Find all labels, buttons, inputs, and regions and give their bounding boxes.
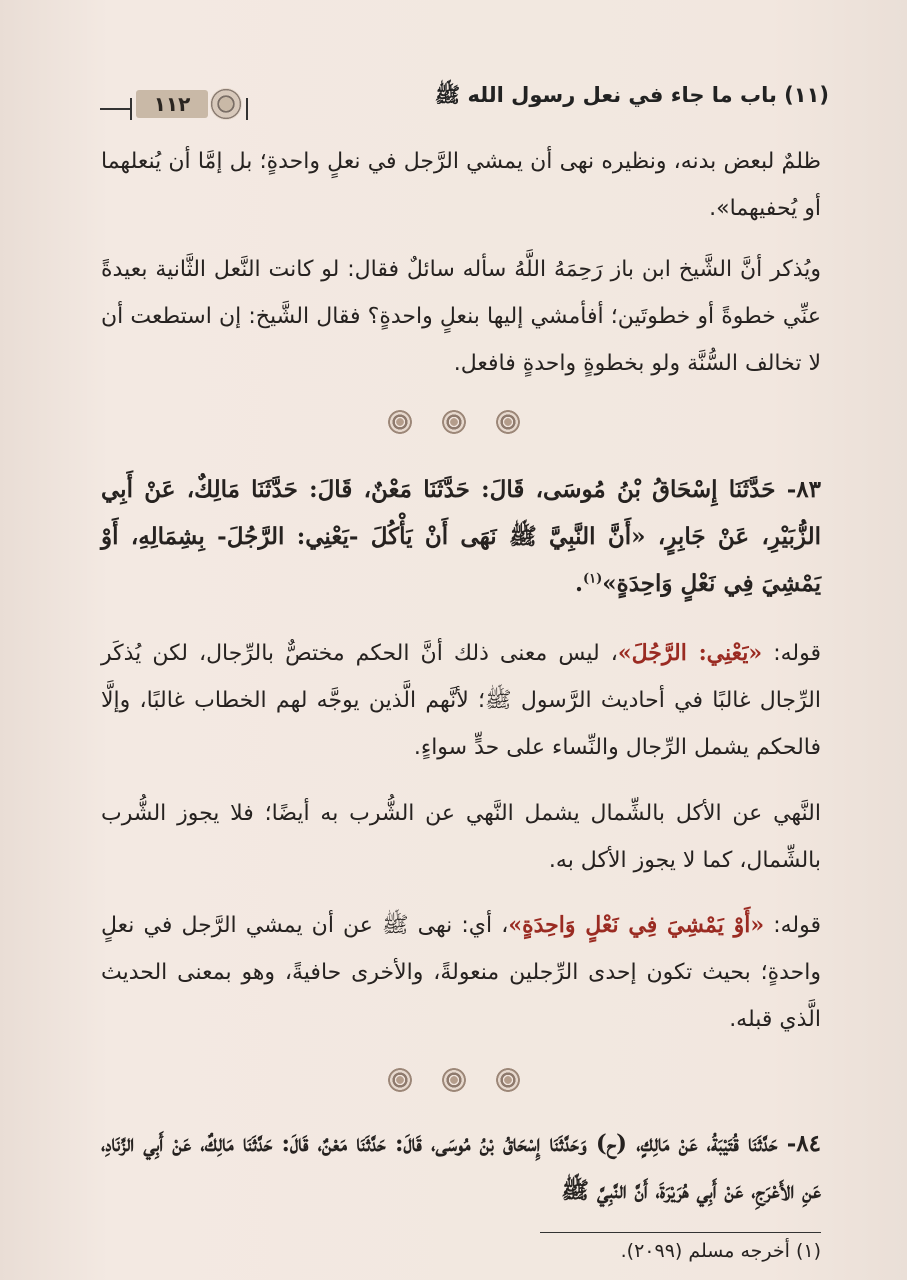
rosette-icon bbox=[210, 88, 242, 120]
paragraph-2: ويُذكر أنَّ الشَّيخ ابن باز رَحِمَهُ اللَّهُ سأله سائلٌ فقال: لو كانت النَّعل الثَّانية بعيدةً عنِّي خطوةً أو خطوتَين؛ أفأمشي إليها بنعلٍ واحدةٍ؟ فقال الشَّيخ: إن استطعت أن لا تخالف السُّنَّة ولو بخطوةٍ واحدةٍ فافعل. bbox=[101, 257, 821, 376]
footnote-ref: (١) bbox=[583, 571, 603, 587]
header-rule bbox=[100, 108, 130, 110]
hadith-84: ٨٤- حَدَّثَنَا قُتَيْبَةُ، عَنْ مَالِكٍ، (ح) وَحَدَّثَنَا إِسْحَاقُ بْنُ مُوسَى، قَالَ: حَدَّثَنَا مَعْنٌ، قَالَ: حَدَّثَنَا مَالِكٌ، عَنْ أَبِي الزِّنَادِ، عَنِ الأَعْرَجِ، عَنْ أَبِي هُرَيْرَةَ، أَنَّ النَّبِيَّ ﷺ bbox=[101, 1130, 821, 1204]
header-tick bbox=[246, 98, 248, 120]
quote-lead: قوله: bbox=[762, 641, 821, 666]
paragraph-3 bbox=[101, 630, 821, 771]
period: . bbox=[574, 570, 583, 597]
paragraph-1: ظلمٌ لبعض بدنه، ونظيره نهى أن يمشي الرَّجل في نعلٍ واحدةٍ؛ بل إمَّا أن يُنعلهما أو يُحفيهما». bbox=[101, 149, 821, 221]
footnote-rule bbox=[540, 1232, 821, 1233]
rosette-icon bbox=[388, 1068, 412, 1092]
page-number: ١١٢ bbox=[136, 90, 208, 118]
quoted-phrase: «يَعْنِي: الرَّجُلَ» bbox=[617, 640, 763, 666]
hadith-83-text: ٨٣- حَدَّثَنَا إِسْحَاقُ بْنُ مُوسَى، قَالَ: حَدَّثَنَا مَعْنٌ، قَالَ: حَدَّثَنَا مَالِكٌ، عَنْ أَبِي الزُّبَيْرِ، عَنْ جَابِرٍ، «أَنَّ النَّبِيَّ ﷺ نَهَى أَنْ يَأْكُلَ -يَعْنِي: الرَّجُلَ- بِشِمَالِهِ، أَوْ يَمْشِيَ فِي نَعْلٍ وَاحِدَةٍ» bbox=[101, 476, 821, 597]
paragraph-3-body: ، ليس معنى ذلك أنَّ الحكم مختصٌّ بالرِّجال، لكن يُذكَر الرِّجال غالبًا في أحاديث الرَّسول ﷺ؛ لأنَّهم الَّذين يوجَّه لهم الخطاب غالبًا، وإلَّا فالحكم يشمل الرِّجال والنِّساء على حدٍّ سواءٍ. bbox=[101, 641, 821, 760]
chapter-title: (١١) باب ما جاء في نعل رسول الله ﷺ bbox=[434, 83, 829, 107]
quoted-phrase: «أَوْ يَمْشِيَ فِي نَعْلٍ وَاحِدَةٍ» bbox=[508, 912, 765, 938]
quote-lead: قوله: bbox=[764, 913, 821, 938]
rosette-icon bbox=[496, 1068, 520, 1092]
rosette-icon bbox=[388, 410, 412, 434]
rosette-icon bbox=[442, 410, 466, 434]
section-divider bbox=[0, 1068, 907, 1092]
hadith-83 bbox=[101, 466, 821, 607]
paragraph-5-body: ، أي: نهى ﷺ عن أن يمشي الرَّجل في نعلٍ واحدةٍ؛ بحيث تكون إحدى الرِّجلين منعولةً، والأخرى حافيةً، وهو بمعنى الحديث الَّذي قبله. bbox=[101, 913, 821, 1032]
paragraph-5 bbox=[101, 902, 821, 1043]
section-divider bbox=[0, 410, 907, 434]
page-number-group bbox=[100, 86, 260, 116]
page-header bbox=[100, 78, 829, 122]
rosette-icon bbox=[496, 410, 520, 434]
rosette-icon bbox=[442, 1068, 466, 1092]
paragraph-4: النَّهي عن الأكل بالشِّمال يشمل النَّهي عن الشُّرب به أيضًا؛ فلا يجوز الشُّرب بالشِّمال، كما لا يجوز الأكل به. bbox=[101, 801, 821, 873]
footnote: (١) أخرجه مسلم (٢٠٩٩). bbox=[620, 1240, 821, 1262]
header-tick bbox=[130, 98, 132, 120]
